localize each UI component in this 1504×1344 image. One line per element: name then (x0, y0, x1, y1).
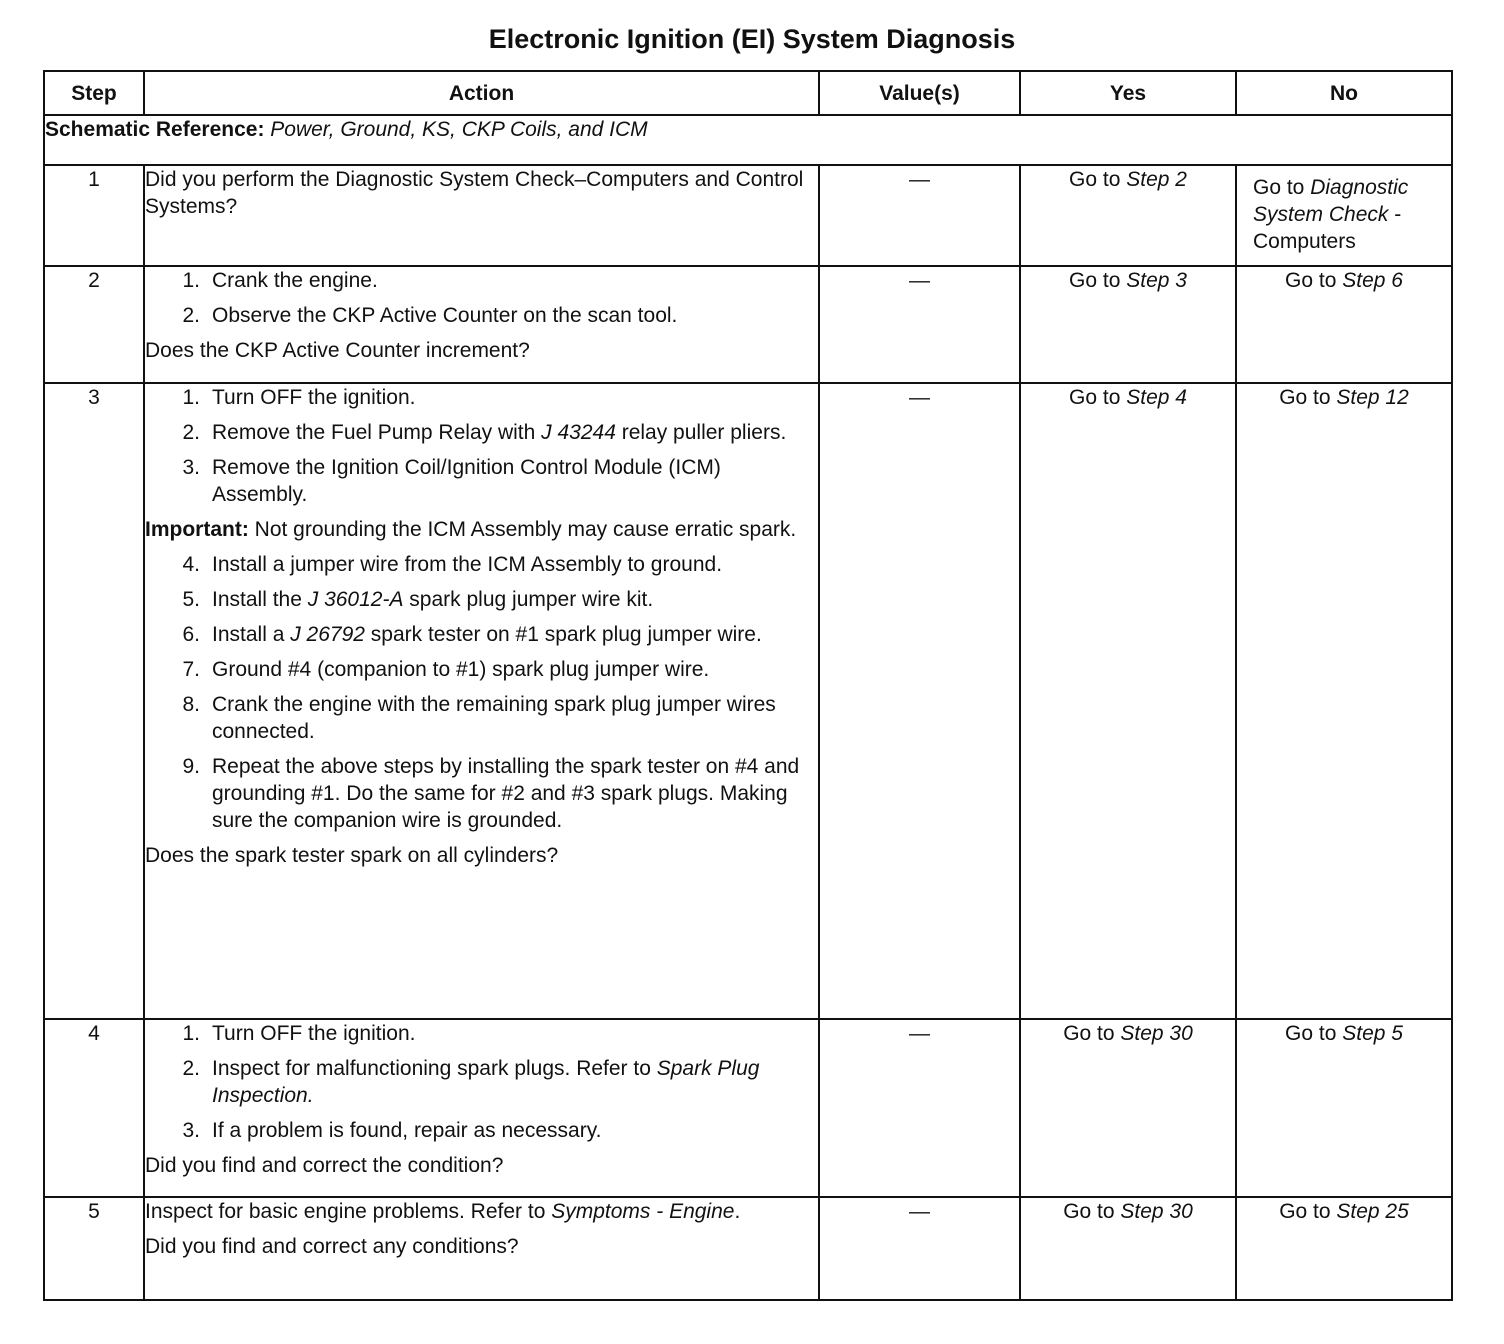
header-no: No (1236, 71, 1452, 115)
step-row-1 (44, 165, 1452, 266)
no-cell (1236, 165, 1452, 266)
yes-cell (1020, 165, 1236, 266)
no-link: Diagnostic System Check (1253, 176, 1409, 226)
value-cell: — (819, 165, 1020, 266)
action-question: Did you find and correct any conditions? (145, 1235, 519, 1258)
no-suffix: - Computers (1253, 203, 1402, 253)
yes-link: Step 2 (1126, 168, 1187, 191)
value-cell: — (819, 266, 1020, 383)
no-link: Step 6 (1342, 269, 1403, 292)
yes-cell: Go to Step 4 (1020, 383, 1236, 1019)
value-cell: — (819, 1197, 1020, 1300)
tool-number: J 36012-A (307, 588, 404, 611)
schematic-reference-row (44, 115, 1452, 165)
header-yes: Yes (1020, 71, 1236, 115)
document-title: Electronic Ignition (EI) System Diagnosis (488, 24, 1016, 54)
action-question: Did you find and correct the condition? (145, 1154, 504, 1177)
yes-link: Step 30 (1120, 1200, 1193, 1223)
step-row-5 (44, 1197, 1452, 1300)
action-item: 6. Install a J 26792 spark tester on #1 spark plug jumper wire. (182, 623, 762, 646)
yes-cell: Go to Step 30 (1020, 1019, 1236, 1197)
header-step: Step (44, 71, 144, 115)
value-cell: — (819, 1019, 1020, 1197)
action-item: 5. Install the J 36012-A spark plug jumper wire kit. (182, 588, 654, 611)
action-item: 3. Remove the Ignition Coil/Ignition Control Module (ICM) Assembly. (182, 456, 721, 506)
reference-link: Symptoms - Engine (551, 1200, 735, 1223)
yes-prefix: Go to (1069, 168, 1127, 191)
step-number: 4 (44, 1019, 144, 1197)
tool-number: J 43244 (541, 421, 616, 444)
step-row-3 (44, 383, 1452, 1019)
action-item: 8. Crank the engine with the remaining spark plug jumper wires connected. (182, 693, 776, 743)
no-cell: Go to Step 6 (1236, 266, 1452, 383)
step-row-4 (44, 1019, 1452, 1197)
action-item: 1. Crank the engine. (182, 269, 378, 292)
yes-cell: Go to Step 30 (1020, 1197, 1236, 1300)
action-cell (144, 165, 819, 266)
header-action: Action (144, 71, 819, 115)
step-number: 3 (44, 383, 144, 1019)
yes-link: Step 30 (1120, 1022, 1193, 1045)
action-text: Did you perform the Diagnostic System Check–Computers and Control Systems? (145, 168, 804, 218)
step-row-2 (44, 266, 1452, 383)
action-question: Does the CKP Active Counter increment? (145, 339, 530, 362)
action-item: 4. Install a jumper wire from the ICM Assembly to ground. (182, 553, 723, 576)
header-row (44, 71, 1452, 115)
action-cell (144, 1197, 819, 1300)
no-cell: Go to Step 25 (1236, 1197, 1452, 1300)
action-item: 2. Remove the Fuel Pump Relay with J 43244 relay puller pliers. (182, 421, 787, 444)
action-text: Inspect for basic engine problems. Refer to Symptoms - Engine. (145, 1200, 741, 1223)
action-item: 7. Ground #4 (companion to #1) spark plug jumper wire. (182, 658, 710, 681)
reference-link: Spark Plug Inspection. (212, 1057, 760, 1107)
no-link: Step 5 (1342, 1022, 1403, 1045)
action-cell (144, 266, 819, 383)
action-item: 9. Repeat the above steps by installing the spark tester on #4 and grounding #1. Do the same for #2 and #3 spark plugs. Making sure the companion wire is grounded. (182, 755, 800, 832)
no-cell: Go to Step 12 (1236, 383, 1452, 1019)
action-item: 2. Observe the CKP Active Counter on the scan tool. (182, 304, 678, 327)
action-cell (144, 383, 819, 1019)
action-item: 1. Turn OFF the ignition. (182, 386, 416, 409)
no-prefix: Go to (1253, 176, 1311, 199)
action-question: Does the spark tester spark on all cylinders? (145, 844, 559, 867)
step-number: 5 (44, 1197, 144, 1300)
important-note: Important: Not grounding the ICM Assembly may cause erratic spark. (145, 518, 797, 541)
yes-link: Step 3 (1126, 269, 1187, 292)
yes-link: Step 4 (1126, 386, 1187, 409)
step-number: 2 (44, 266, 144, 383)
header-values: Value(s) (819, 71, 1020, 115)
action-item: 3. If a problem is found, repair as necessary. (182, 1119, 602, 1142)
action-item: 2. Inspect for malfunctioning spark plugs. Refer to Spark Plug Inspection. (182, 1057, 760, 1107)
value-cell: — (819, 383, 1020, 1019)
action-cell (144, 1019, 819, 1197)
schematic-value: Power, Ground, KS, CKP Coils, and ICM (270, 118, 648, 141)
schematic-label: Schematic Reference: (45, 118, 265, 141)
diagnosis-table (43, 70, 1453, 1301)
step-number: 1 (44, 165, 144, 266)
tool-number: J 26792 (290, 623, 365, 646)
no-link: Step 25 (1336, 1200, 1409, 1223)
action-item: 1. Turn OFF the ignition. (182, 1022, 416, 1045)
no-cell: Go to Step 5 (1236, 1019, 1452, 1197)
no-link: Step 12 (1336, 386, 1409, 409)
yes-cell: Go to Step 3 (1020, 266, 1236, 383)
schematic-reference (44, 115, 1452, 165)
